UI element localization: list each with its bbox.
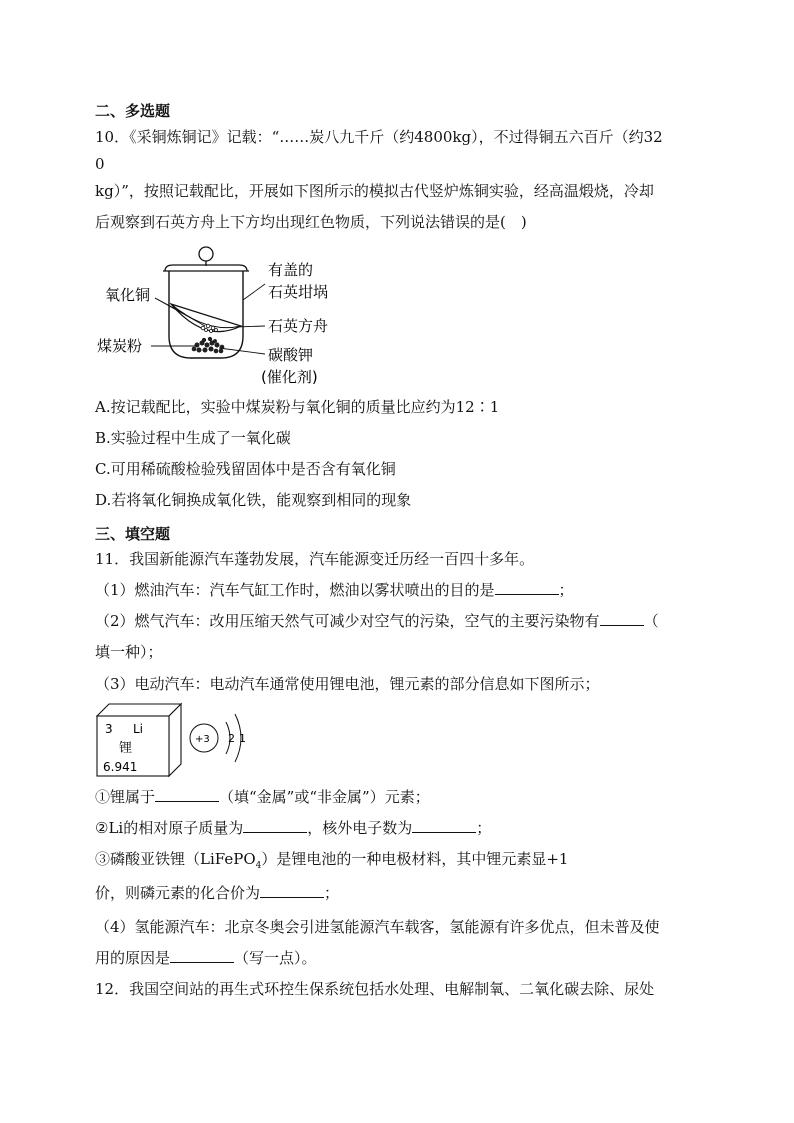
- q10-option-a: A.按记载配比，实验中煤炭粉与氧化铜的质量比应约为12∶1: [95, 398, 500, 416]
- answer-blank[interactable]: [243, 818, 307, 833]
- q10-stem-line3: kg）”，按照记载配比，开展如下图所示的模拟古代竖炉炼铜实验，经高温煅烧，冷却: [95, 182, 654, 200]
- q11-sub3-text: ③磷酸亚铁锂（LiFePO: [95, 850, 256, 868]
- q11-part4-line2: [95, 948, 317, 968]
- label-copper-oxide: 氧化铜: [105, 286, 151, 304]
- q11-part1: [95, 580, 574, 600]
- element-atomic-mass: 6.941: [103, 760, 138, 774]
- section-title-fill-blank: 三、填空题: [95, 525, 171, 543]
- shell-1-electrons: 2: [228, 732, 235, 745]
- q11-sub3-line2: [95, 883, 339, 903]
- q12-stem: 12．我国空间站的再生式环控生保系统包括水处理、电解制氧、二氧化碳去除、尿处: [95, 980, 655, 998]
- element-name: 锂: [119, 741, 133, 756]
- q10-stem-line1: 10．《采铜炼铜记》记载：“……炭八九千斤（约4800kg），不过得铜五六百斤（约32: [95, 128, 663, 146]
- lid-knob: [199, 247, 213, 261]
- q11-sub3-line2-end: ；: [324, 884, 340, 902]
- q11-part4: （4）氢能源汽车：北京冬奥会引进氢能源汽车载客，氢能源有许多优点，但未普及使: [95, 918, 660, 936]
- q10-option-b: B.实验过程中生成了一氧化碳: [95, 429, 291, 447]
- element-atomic-number: 3: [105, 722, 113, 736]
- q11-part4-line2-text: 用的原因是: [95, 949, 171, 967]
- answer-blank[interactable]: [260, 883, 324, 898]
- crucible-experiment-figure: [95, 242, 375, 392]
- q11-sub1-end: （填“金属”或“非金属”）元素；: [219, 788, 430, 806]
- q11-sub2-text: ②Li的相对原子质量为: [95, 819, 244, 837]
- coal-powder-pile: [192, 337, 224, 353]
- q11-sub1-text: ①锂属于: [95, 788, 156, 806]
- q11-sub2-end: ；: [476, 819, 492, 837]
- label-crucible-line2: 石英坩埚: [268, 283, 329, 301]
- element-symbol: Li: [133, 722, 144, 736]
- label-catalyst-line2: (催化剂): [261, 368, 318, 386]
- q11-part2: [95, 611, 659, 631]
- answer-blank[interactable]: [495, 580, 559, 595]
- q11-sub3: [95, 849, 568, 876]
- q11-sub3-line2-text: 价，则磷元素的化合价为: [95, 884, 261, 902]
- q10-option-c: C.可用稀硫酸检验残留固体中是否含有氧化铜: [95, 460, 396, 478]
- answer-blank[interactable]: [155, 787, 219, 802]
- q11-sub3-rest: ）是锂电池的一种电极材料，其中锂元素显+1: [261, 850, 569, 868]
- lithium-element-figure: [95, 700, 265, 780]
- q11-sub2: [95, 818, 491, 838]
- q11-part4-line2-end: （写一点）。: [234, 949, 317, 967]
- q10-option-d: D.若将氧化铜换成氧化铁，能观察到相同的现象: [95, 491, 412, 509]
- q11-part2-text: （2）燃气汽车：改用压缩天然气可减少对空气的污染，空气的主要污染物有: [95, 612, 600, 630]
- shell-2-electrons: 1: [239, 732, 246, 745]
- q11-stem: 11．我国新能源汽车蓬勃发展，汽车能源变迁历经一百四十多年。: [95, 550, 535, 568]
- label-coal-powder: 煤炭粉: [97, 337, 143, 355]
- q11-part1-text: （1）燃油汽车：汽车气缸工作时，燃油以雾状喷出的目的是: [95, 581, 495, 599]
- label-catalyst-line1: 碳酸钾: [268, 346, 314, 364]
- q11-part2-end: （: [643, 612, 659, 630]
- q11-part1-end: ；: [558, 581, 574, 599]
- q11-part2-line2: 填一种）；: [95, 643, 163, 661]
- q11-sub2-mid: ，核外电子数为: [307, 819, 413, 837]
- q10-stem-line4: 后观察到石英方舟上下方均出现红色物质，下列说法错误的是( ): [95, 213, 527, 231]
- answer-blank[interactable]: [412, 818, 476, 833]
- label-crucible-line1: 有盖的: [268, 261, 314, 279]
- nucleus-charge: +3: [195, 734, 210, 745]
- q10-stem-line2: 0: [95, 155, 105, 173]
- answer-blank[interactable]: [170, 948, 234, 963]
- q11-sub1: [95, 787, 430, 807]
- formula-subscript: 4: [255, 861, 262, 871]
- label-quartz-boat: 石英方舟: [268, 317, 329, 335]
- answer-blank[interactable]: [600, 611, 644, 626]
- section-title-multiple-choice: 二、多选题: [95, 102, 171, 120]
- q11-part3: （3）电动汽车：电动汽车通常使用锂电池，锂元素的部分信息如下图所示；: [95, 675, 600, 693]
